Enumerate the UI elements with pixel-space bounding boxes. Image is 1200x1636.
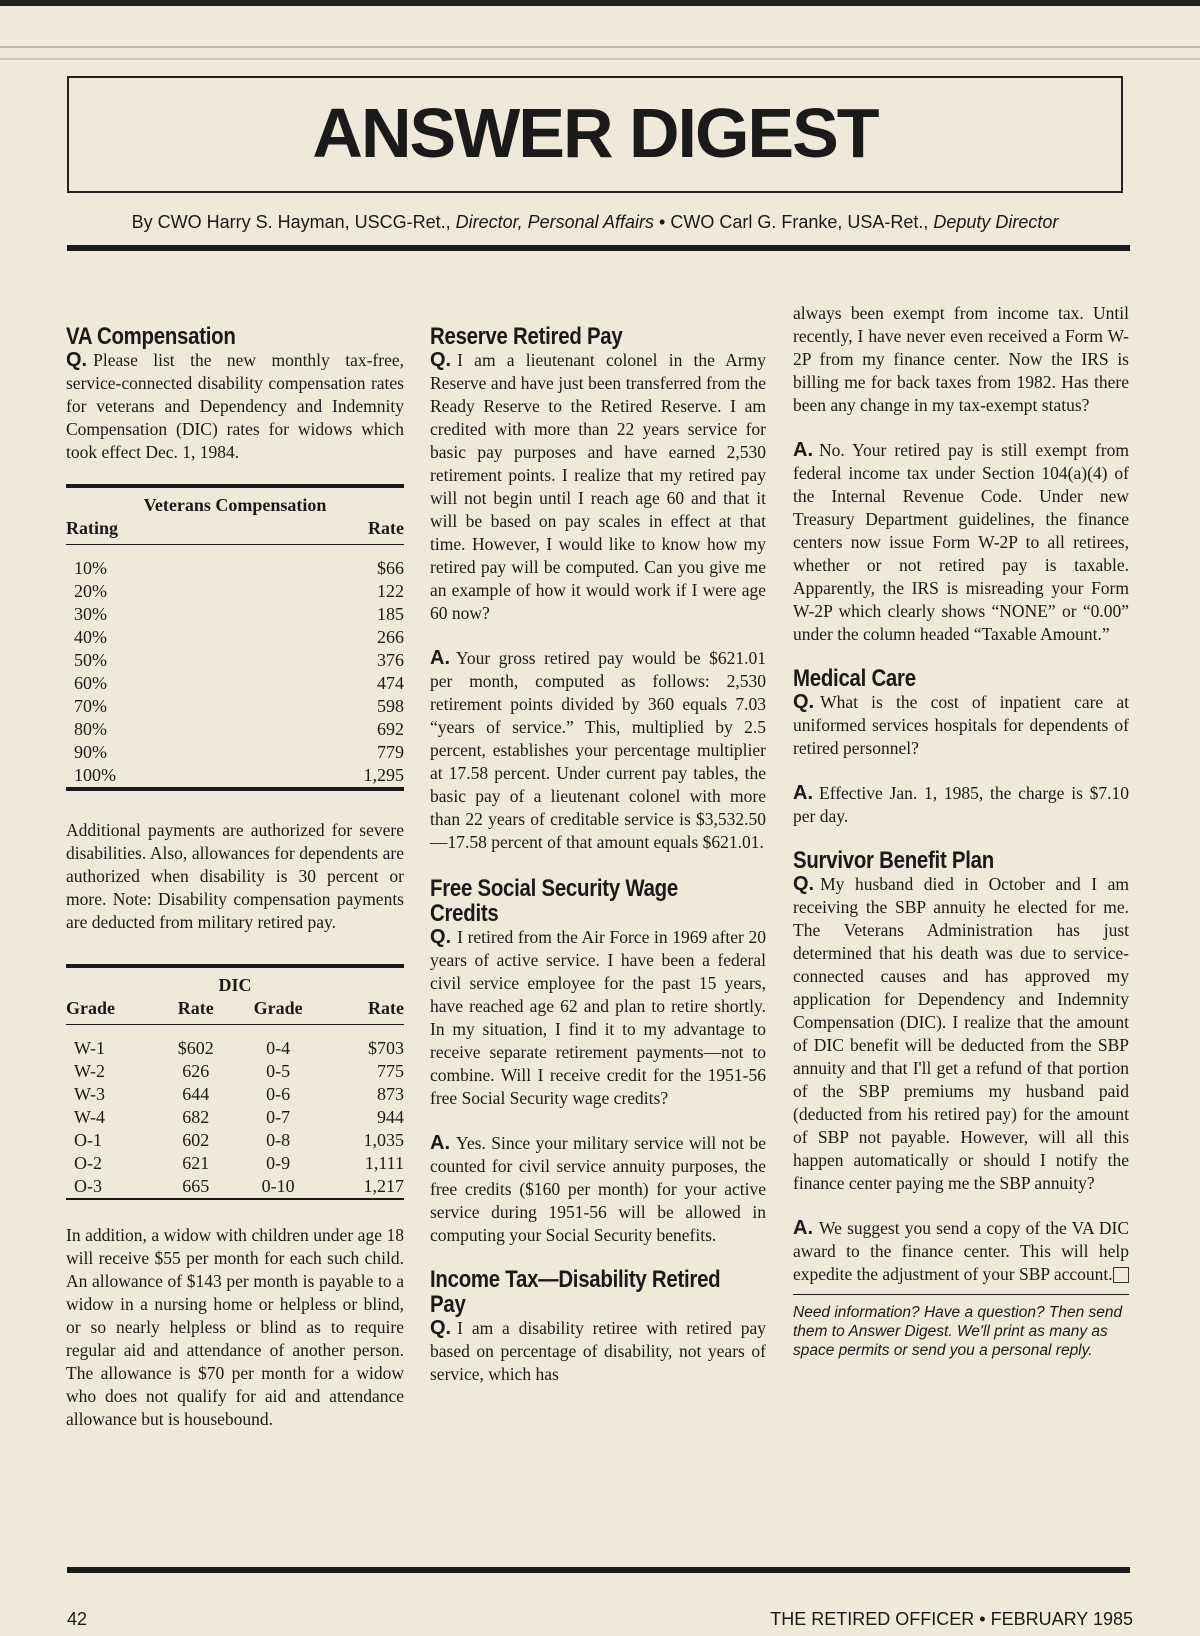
rate-cell: 873 bbox=[377, 1084, 404, 1104]
table-row bbox=[66, 695, 404, 718]
rating-cell: 30% bbox=[74, 604, 107, 624]
q-label: Q. bbox=[793, 691, 815, 713]
top-rule-2 bbox=[0, 58, 1200, 60]
rate-cell: 682 bbox=[182, 1107, 210, 1127]
q-label: Q. bbox=[430, 349, 452, 371]
heading-income-tax-1: Income Tax—Disability Retired bbox=[430, 1266, 721, 1293]
dic-table bbox=[66, 964, 404, 1200]
table-row bbox=[66, 1083, 404, 1106]
rate-cell: 1,035 bbox=[363, 1130, 404, 1150]
dic-caption: DIC bbox=[218, 975, 252, 995]
q-label: Q. bbox=[430, 926, 452, 948]
table-row bbox=[66, 580, 404, 603]
end-mark-icon bbox=[1113, 1267, 1129, 1283]
ssw-question bbox=[430, 926, 766, 1110]
table-row bbox=[66, 1037, 404, 1060]
medical-question bbox=[793, 691, 1129, 760]
grade-cell: W-3 bbox=[74, 1084, 105, 1104]
rating-cell: 80% bbox=[74, 719, 107, 739]
a-label: A. bbox=[793, 1217, 813, 1239]
grade-cell: 0-10 bbox=[261, 1176, 295, 1196]
grade-cell: 0-4 bbox=[266, 1038, 291, 1058]
col-header-rating: Rating bbox=[66, 518, 119, 538]
table-row bbox=[66, 764, 404, 789]
table-caption: Veterans Compensation bbox=[143, 495, 327, 515]
heading-income-tax-2: Pay bbox=[430, 1291, 466, 1318]
rating-cell: 70% bbox=[74, 696, 107, 716]
column-2 bbox=[430, 300, 766, 1386]
rate-cell: $703 bbox=[368, 1038, 404, 1058]
reserve-question bbox=[430, 349, 766, 625]
dic-closing-text: In addition, a widow with children under age 18 will receive $55 per month for each such child. An allowance of $143 per month is payable to a widow in a nursing home or helpless or blind, or so nearly helpless or blind as to require regular aid and attendance of another person. The allowance is $70 per month for a widow who does not qualify for aid and attendance allowance but is housebound. bbox=[66, 1225, 404, 1429]
table-row bbox=[66, 1060, 404, 1083]
rating-cell: 100% bbox=[74, 765, 116, 785]
heading-va-compensation: VA Compensation bbox=[66, 323, 236, 350]
rate-cell: 644 bbox=[182, 1084, 210, 1104]
reserve-question-text: I am a lieutenant colonel in the Army Reserve and have just been transferred from the Ready Reserve to the Retired Reserve. I am credited with more than 22 years service for basic pay purposes and have earned 2,530 retirement points. I realize that my retired pay will not begin until I reach age 60 and that it will be based on pay scales in effect at that time. However, I would like to know how my retired pay will be computed. Can you give me an example of how it would work if I were age 60 now? bbox=[430, 350, 766, 623]
grade-cell: 0-7 bbox=[266, 1107, 291, 1127]
a-label: A. bbox=[430, 1132, 450, 1154]
rate-cell: $66 bbox=[377, 558, 404, 578]
grade-cell: O-3 bbox=[74, 1176, 102, 1196]
medical-answer-text: Effective Jan. 1, 1985, the charge is $7.10 per day. bbox=[793, 783, 1129, 826]
q-label: Q. bbox=[430, 1317, 452, 1339]
rating-cell: 10% bbox=[74, 558, 107, 578]
table-row bbox=[66, 626, 404, 649]
va-question bbox=[66, 349, 404, 464]
q-label: Q. bbox=[793, 873, 815, 895]
rate-cell: 122 bbox=[377, 581, 404, 601]
header-rule bbox=[67, 245, 1130, 251]
table-row bbox=[66, 1152, 404, 1175]
rating-cell: 40% bbox=[74, 627, 107, 647]
rate-cell: 626 bbox=[182, 1061, 210, 1081]
veterans-compensation-table bbox=[66, 484, 404, 791]
table-row bbox=[66, 649, 404, 672]
medical-answer bbox=[793, 782, 1129, 828]
table-row bbox=[66, 1175, 404, 1199]
col-header-rate: Rate bbox=[368, 518, 404, 538]
a-label: A. bbox=[793, 439, 813, 461]
va-additional-text: Additional payments are authorized for severe disabilities. Also, allowances for dependents are authorized when disability is 30 percent or more. Note: Disability compensation payments are deducted from military retired pay. bbox=[66, 820, 404, 932]
rate-cell: 621 bbox=[182, 1153, 210, 1173]
a-label: A. bbox=[430, 647, 450, 669]
rate-cell: 602 bbox=[182, 1130, 210, 1150]
top-rule bbox=[0, 46, 1200, 48]
dic-header-rate-2: Rate bbox=[368, 998, 404, 1018]
sbp-answer-text: We suggest you send a copy of the VA DIC award to the finance center. This will help expedite the adjustment of your SBP account. bbox=[793, 1218, 1129, 1284]
rating-cell: 90% bbox=[74, 742, 107, 762]
rate-cell: 775 bbox=[377, 1061, 404, 1081]
rate-cell: 692 bbox=[377, 719, 404, 739]
heading-survivor-benefit-plan: Survivor Benefit Plan bbox=[793, 847, 994, 874]
income-question bbox=[430, 1317, 766, 1386]
grade-cell: 0-9 bbox=[266, 1153, 291, 1173]
reader-note: Need information? Have a question? Then send them to Answer Digest. We'll print as many as space permits or send you a personal reply. bbox=[793, 1294, 1129, 1360]
income-question-continued: always been exempt from income tax. Until recently, I have never even received a Form W-2P from my finance center. Now the IRS is billing me for back taxes from 1982. Has there been any change in my tax-exempt status? bbox=[793, 303, 1129, 415]
income-answer-text: No. Your retired pay is still exempt from federal income tax under Section 104(a)(4) of the Internal Revenue Code. Under new Treasury Department guidelines, the finance centers now issue Form W-2P to all retirees, whether or not retired pay is taxable. Apparently, the IRS is misreading your Form W-2P which clearly shows “NONE” or “0.00” under the column headed “Taxable Amount.” bbox=[793, 440, 1129, 644]
rate-cell: 944 bbox=[377, 1107, 404, 1127]
byline-author-1: By CWO Harry S. Hayman, USCG-Ret., bbox=[131, 212, 456, 232]
income-question-text: I am a disability retiree with retired pay based on percentage of disability, not years of service, which has bbox=[430, 1318, 766, 1384]
top-border bbox=[0, 0, 1200, 6]
column-3 bbox=[793, 302, 1129, 1360]
va-question-text: Please list the new monthly tax-free, service-connected disability compensation rates for veterans and Dependency and Indemnity Compensation (DIC) rates for widows which took effect Dec. 1, 1984. bbox=[66, 350, 404, 462]
heading-social-security-2: Credits bbox=[430, 900, 499, 927]
ssw-answer bbox=[430, 1132, 766, 1247]
grade-cell: 0-6 bbox=[266, 1084, 291, 1104]
table-row bbox=[66, 603, 404, 626]
rate-cell: 1,295 bbox=[363, 765, 404, 785]
table-row bbox=[66, 672, 404, 695]
page-title: ANSWER DIGEST bbox=[312, 94, 878, 172]
publication-line: THE RETIRED OFFICER • FEBRUARY 1985 bbox=[770, 1609, 1133, 1629]
grade-cell: O-2 bbox=[74, 1153, 102, 1173]
grade-cell: O-1 bbox=[74, 1130, 102, 1150]
byline-author-2: • CWO Carl G. Franke, USA-Ret., bbox=[654, 212, 934, 232]
reserve-answer-text: Your gross retired pay would be $621.01 per month, computed as follows: 2,530 retirement points divided by 360 equals 7.03 “years of service.” This, multiplied by 2.5 percent, establishes your percentage multiplier at 17.58 percent. Under current pay tables, the basic pay of a lieutenant colonel with more than 22 years of creditable service is $3,532.50—17.58 percent of that amount equals $621.01. bbox=[430, 648, 766, 852]
grade-cell: W-1 bbox=[74, 1038, 105, 1058]
table-row bbox=[66, 741, 404, 764]
a-label: A. bbox=[793, 782, 813, 804]
income-answer bbox=[793, 439, 1129, 646]
footer-rule bbox=[67, 1567, 1130, 1573]
byline-role-2: Deputy Director bbox=[933, 212, 1059, 232]
medical-question-text: What is the cost of inpatient care at uniformed services hospitals for dependents of retired personnel? bbox=[793, 692, 1129, 758]
ssw-question-text: I retired from the Air Force in 1969 after 20 years of active service. I have been a federal civil service employee for the past 15 years, have reached age 62 and plan to retire shortly. In my situation, I find it to my advantage to receive separate retirement payments—not to combine. Will I receive credit for the 1951-56 free Social Security wage credits? bbox=[430, 927, 766, 1108]
column-1 bbox=[66, 300, 404, 1431]
q-label: Q. bbox=[66, 349, 88, 371]
grade-cell: 0-5 bbox=[266, 1061, 291, 1081]
table-row bbox=[66, 557, 404, 580]
table-row bbox=[66, 1106, 404, 1129]
grade-cell: W-2 bbox=[74, 1061, 105, 1081]
dic-header-rate: Rate bbox=[177, 998, 214, 1018]
sbp-answer bbox=[793, 1217, 1129, 1286]
page-number: 42 bbox=[67, 1609, 88, 1629]
rate-cell: 779 bbox=[377, 742, 404, 762]
rate-cell: 474 bbox=[377, 673, 404, 693]
rate-cell: 376 bbox=[377, 650, 404, 670]
grade-cell: 0-8 bbox=[266, 1130, 291, 1150]
ssw-answer-text: Yes. Since your military service will not be counted for civil service annuity purposes, the free credits ($160 per month) for your active service during 1951-56 will be allowed in computing your Social Security benefits. bbox=[430, 1133, 766, 1245]
rate-cell: $602 bbox=[177, 1038, 214, 1058]
heading-medical-care: Medical Care bbox=[793, 665, 916, 692]
sbp-question bbox=[793, 873, 1129, 1195]
byline-role-1: Director, Personal Affairs bbox=[455, 212, 655, 232]
rate-cell: 266 bbox=[377, 627, 404, 647]
byline bbox=[67, 212, 1123, 233]
rating-cell: 60% bbox=[74, 673, 107, 693]
heading-social-security-1: Free Social Security Wage bbox=[430, 875, 678, 902]
rate-cell: 185 bbox=[377, 604, 404, 624]
dic-header-grade-2: Grade bbox=[253, 998, 303, 1018]
rating-cell: 50% bbox=[74, 650, 107, 670]
title-box bbox=[67, 76, 1123, 193]
heading-reserve-retired-pay: Reserve Retired Pay bbox=[430, 323, 623, 350]
reserve-answer bbox=[430, 647, 766, 854]
rate-cell: 1,217 bbox=[363, 1176, 404, 1196]
rating-cell: 20% bbox=[74, 581, 107, 601]
dic-header-grade: Grade bbox=[66, 998, 115, 1018]
table-row bbox=[66, 718, 404, 741]
sbp-question-text: My husband died in October and I am receiving the SBP annuity he elected for me. The Veterans Administration has just determined that his death was due to service-connected causes and has approved my application for Dependency and Indemnity Compensation (DIC). I realize that the amount of DIC benefit will be deducted from the SBP annuity and that I'll get a refund of that portion of the SBP premiums my husband paid (deducted from his retired pay) for the amount of SBP not payable. However, will all this happen automatically or should I notify the finance center paying me the SBP annuity? bbox=[793, 874, 1129, 1193]
rate-cell: 665 bbox=[182, 1176, 210, 1196]
table-row bbox=[66, 1129, 404, 1152]
rate-cell: 1,111 bbox=[364, 1153, 404, 1173]
grade-cell: W-4 bbox=[74, 1107, 105, 1127]
rate-cell: 598 bbox=[377, 696, 404, 716]
